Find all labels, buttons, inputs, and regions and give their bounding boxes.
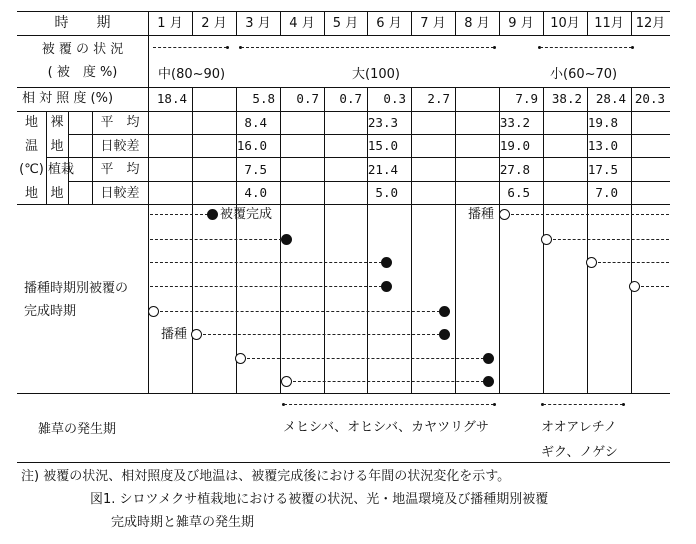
- month-header: 5 月: [332, 16, 359, 31]
- cover-mid-end-dot: [226, 46, 229, 49]
- sowing-marker-dec: [629, 281, 640, 292]
- rule-bottom: [17, 462, 670, 463]
- weed-autumn-species-1: オオアレチノ: [541, 420, 617, 435]
- planted-label: 植栽: [48, 162, 75, 177]
- rule-sow-end: [17, 393, 670, 394]
- weed-summer-species: メヒシバ、オヒシバ、カヤツリグサ: [283, 420, 489, 435]
- sowing-label-1: 播種時期別被覆の: [24, 281, 129, 296]
- plant-diff-label: 日較差: [100, 186, 140, 201]
- sow-row1-line-b: [511, 214, 669, 215]
- month-header: 9 月: [508, 16, 534, 31]
- cover-complete-marker: [207, 209, 218, 220]
- relative-light-value: 5.8: [252, 91, 275, 106]
- col-divider-m1b: [192, 87, 193, 393]
- cover-complete-jul-a: [439, 306, 450, 317]
- sowing-marker-sep: [499, 209, 510, 220]
- sow-row1-line-a: [150, 214, 208, 215]
- cover-small-end-dot: [631, 46, 634, 49]
- sowing-marker-oct: [541, 234, 552, 245]
- cover-mid-label: 中(80~90): [158, 67, 226, 82]
- sowing-marker-feb: [191, 329, 202, 340]
- soil-temp-value: 27.8: [499, 162, 530, 177]
- sowing-marker-nov: [586, 257, 597, 268]
- relative-light-value: 38.2: [551, 91, 582, 106]
- soil-temp-value: 15.0: [367, 138, 398, 153]
- bare-ground-label-2: 地: [50, 139, 64, 154]
- rule-temp-3: [68, 181, 670, 182]
- weed-summer-end-dot: [493, 403, 496, 406]
- month-header: 6 月: [376, 16, 402, 31]
- rule-cover: [17, 87, 670, 88]
- sowing-label-row1: 播種: [468, 207, 495, 222]
- soil-temp-value: 8.4: [244, 115, 267, 130]
- weed-autumn-species-2: ギク、ノゲシ: [541, 445, 618, 460]
- col-divider-m10b: [587, 87, 588, 393]
- col-divider-m11b: [631, 87, 632, 393]
- cover-complete-jun-b: [381, 281, 392, 292]
- cover-label-2: ( 被 度 %): [47, 65, 118, 80]
- sow-row6-line: [203, 334, 440, 335]
- col-divider-m6b: [411, 87, 412, 393]
- col-divider-label: [148, 11, 149, 393]
- bare-diff-label: 日較差: [100, 139, 140, 154]
- relative-light-value: 20.3: [634, 91, 665, 106]
- month-header: 10月: [550, 16, 580, 31]
- temp-col-divider-2: [68, 111, 69, 204]
- month-header: 2 月: [201, 16, 227, 31]
- month-header: 4 月: [289, 16, 315, 31]
- figure-caption-2: 完成時期と雑草の発生期: [111, 515, 255, 530]
- sowing-marker-apr: [281, 376, 292, 387]
- soil-temp-label-2: 温: [24, 139, 38, 154]
- sowing-marker-mar: [235, 353, 246, 364]
- relative-light-value: 0.7: [339, 91, 362, 106]
- soil-temp-value: 5.0: [375, 185, 398, 200]
- relative-light-value: 28.4: [595, 91, 626, 106]
- sow-row2-line-b: [553, 239, 669, 240]
- rule-temp-end: [17, 204, 670, 205]
- col-divider-m8b: [499, 87, 500, 393]
- cover-small-label: 小(60~70): [550, 67, 618, 82]
- col-divider-m2b: [236, 87, 237, 393]
- rule-light: [17, 111, 670, 112]
- sowing-label-2: 完成時期: [24, 304, 77, 319]
- rule-temp-1: [68, 134, 670, 135]
- sowing-marker-jan: [148, 306, 159, 317]
- relative-light-value: 7.9: [515, 91, 538, 106]
- soil-temp-label-1: 地: [24, 115, 38, 130]
- bare-avg-label: 平 均: [100, 115, 140, 130]
- period-header: 時 期: [54, 15, 111, 31]
- month-header: 7 月: [420, 16, 446, 31]
- cover-complete-label: 被覆完成: [220, 207, 273, 222]
- month-header: 1 月: [157, 16, 183, 31]
- soil-temp-value: 21.4: [367, 162, 398, 177]
- relative-light-label: 相 対 照 度 (%): [22, 91, 114, 106]
- cover-label-1: 被 覆 の 状 況: [41, 42, 124, 57]
- soil-temp-value: 19.0: [499, 138, 530, 153]
- weed-period-label: 雑草の発生期: [38, 422, 117, 437]
- month-header: 12月: [635, 16, 666, 31]
- soil-temp-value: 17.5: [587, 162, 618, 177]
- planted-label-ground: 地: [50, 186, 64, 201]
- month-header: 8 月: [464, 16, 490, 31]
- relative-light-value: 0.3: [383, 91, 406, 106]
- soil-temp-value: 7.0: [595, 185, 618, 200]
- sow-row7-line: [247, 358, 484, 359]
- soil-temp-value: 4.0: [244, 185, 267, 200]
- weed-autumn-range: [543, 404, 623, 405]
- plant-avg-label: 平 均: [100, 162, 140, 177]
- sow-row3-line-a: [150, 262, 382, 263]
- col-divider-m5b: [367, 87, 368, 393]
- rule-temp-2: [46, 157, 670, 158]
- cover-large-label: 大(100): [352, 67, 400, 82]
- weed-summer-range: [284, 404, 494, 405]
- cover-complete-apr: [281, 234, 292, 245]
- sow-row2-line-a: [150, 239, 282, 240]
- soil-temp-value: 19.8: [587, 115, 618, 130]
- sow-row8-line: [293, 381, 484, 382]
- rule-top: [17, 11, 670, 12]
- soil-temp-value: 23.3: [367, 115, 398, 130]
- cover-complete-jul-b: [439, 329, 450, 340]
- soil-temp-value: 33.2: [499, 115, 530, 130]
- soil-temp-value: 16.0: [236, 138, 267, 153]
- month-header: 3 月: [245, 16, 271, 31]
- figure-note: 注) 被覆の状況、相対照度及び地温は、被覆完成後における年間の状況変化を示す。: [21, 469, 511, 484]
- soil-temp-value: 7.5: [244, 162, 267, 177]
- month-header: 11月: [594, 16, 624, 31]
- cover-complete-aug-b: [483, 376, 494, 387]
- cover-large-range: [241, 47, 494, 48]
- soil-temp-label-4: 地: [24, 186, 38, 201]
- sow-row3-line-b: [598, 262, 669, 263]
- sow-row4-line-a: [150, 286, 382, 287]
- cover-complete-jun-a: [381, 257, 392, 268]
- figure-caption-1: 図1. シロツメクサ植栽地における被覆の状況、光・地温環境及び播種期別被覆: [90, 492, 549, 507]
- soil-temp-value: 6.5: [507, 185, 530, 200]
- cover-mid-range: [153, 47, 227, 48]
- weed-autumn-end-dot: [622, 403, 625, 406]
- relative-light-value: 18.4: [156, 91, 187, 106]
- sowing-label-row6: 播種: [161, 327, 188, 342]
- relative-light-value: 0.7: [296, 91, 319, 106]
- soil-temp-value: 13.0: [587, 138, 618, 153]
- soil-temp-label-3: (℃): [19, 162, 44, 177]
- rule-header: [17, 35, 670, 36]
- cover-large-end-dot: [493, 46, 496, 49]
- bare-ground-label-1: 裸: [50, 115, 64, 130]
- cover-complete-aug-a: [483, 353, 494, 364]
- sow-row4-line-b: [641, 286, 669, 287]
- col-divider-m7b: [455, 87, 456, 393]
- cover-small-range: [540, 47, 632, 48]
- col-divider-m4b: [324, 87, 325, 393]
- sow-row5-line: [160, 311, 440, 312]
- relative-light-value: 2.7: [427, 91, 450, 106]
